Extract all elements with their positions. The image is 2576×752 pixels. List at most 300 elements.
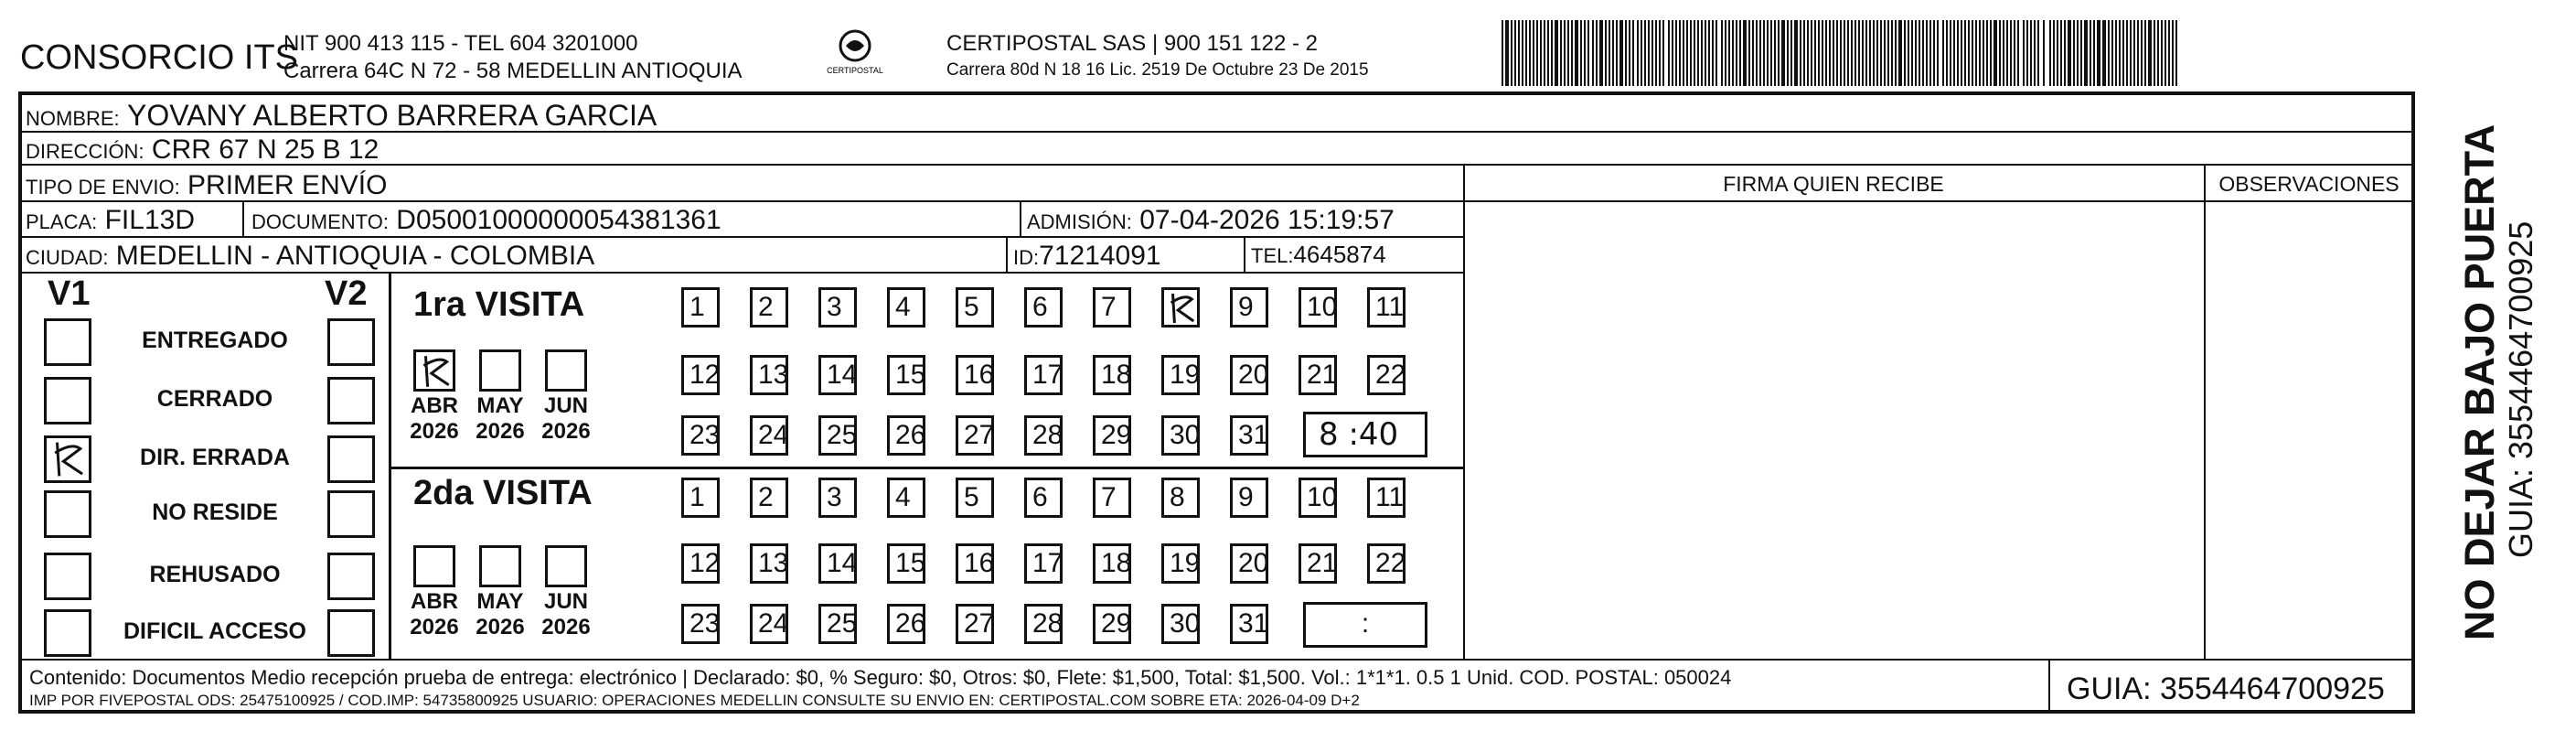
status-label: ENTREGADO xyxy=(142,328,288,353)
barcode-bar xyxy=(1796,20,1798,86)
day-box[interactable]: 18 xyxy=(1093,355,1131,395)
day-box[interactable]: 11 xyxy=(1367,287,1406,328)
barcode-bar xyxy=(2017,20,2019,86)
month-name: JUN xyxy=(543,393,588,418)
v1-header: V1 xyxy=(48,274,91,313)
barcode-bar xyxy=(1511,20,1512,86)
day-box[interactable]: 9 xyxy=(1230,287,1268,328)
barcode-bar xyxy=(1972,20,1973,86)
v1-checkbox[interactable] xyxy=(44,553,91,600)
day-box[interactable]: 14 xyxy=(818,355,857,395)
month-checkbox[interactable] xyxy=(479,349,521,392)
visit1-time-box[interactable] xyxy=(1303,412,1427,457)
status-label: REHUSADO xyxy=(149,562,281,587)
carrier-info: CERTIPOSTAL SAS | 900 151 122 - 2 xyxy=(946,31,1318,56)
table-top-border xyxy=(18,91,2414,95)
day-box[interactable]: 20 xyxy=(1230,543,1268,584)
name-label: NOMBRE: xyxy=(26,107,120,130)
barcode-bar xyxy=(1946,20,1948,86)
barcode-bar xyxy=(1575,20,1577,86)
barcode-bar xyxy=(1880,20,1882,86)
barcode-bar xyxy=(2003,20,2004,86)
day-box[interactable]: 9 xyxy=(1230,478,1268,518)
footer-imp: IMP POR FIVEPOSTAL ODS: 25475100925 / COD.IMP: 54735800925 USUARIO: OPERACIONES MEDELLIN CONSULTE SU ENVIO EN: CERTIPOSTAL.COM SOBRE ETA: 2026-04-09 D+2 xyxy=(29,692,1360,709)
plate-value: FIL13D xyxy=(104,205,195,235)
barcode-bar xyxy=(1701,20,1703,86)
city-value: MEDELLIN - ANTIOQUIA - COLOMBIA xyxy=(115,241,595,271)
v2-checkbox[interactable] xyxy=(327,377,375,424)
month-year: 2026 xyxy=(476,419,525,444)
admission-row xyxy=(1027,205,1395,236)
barcode-bar xyxy=(1781,20,1783,86)
barcode-bar xyxy=(1887,20,1889,86)
barcode-bar xyxy=(1811,20,1812,86)
barcode-bar xyxy=(2164,20,2166,86)
barcode-bar xyxy=(1926,20,1928,86)
barcode-bar xyxy=(1507,20,1509,86)
handwritten-mark-icon xyxy=(416,352,454,391)
tel-value: 4645874 xyxy=(1293,241,1386,268)
barcode-bar xyxy=(1770,20,1772,86)
carrier-address: Carrera 80d N 18 16 Lic. 2519 De Octubre 23 De 2015 xyxy=(946,60,1369,80)
barcode-bar xyxy=(2077,20,2079,86)
table-right-border xyxy=(2411,91,2415,714)
barcode-bar xyxy=(2157,20,2159,86)
barcode-bar xyxy=(1836,20,1838,86)
barcode-bar xyxy=(2161,20,2163,86)
day-box[interactable]: 13 xyxy=(750,543,788,584)
logo-text: CERTIPOSTAL xyxy=(827,66,883,75)
barcode-bar xyxy=(1555,20,1556,86)
day-box[interactable]: 17 xyxy=(1024,543,1063,584)
barcode-bar xyxy=(2069,20,2071,86)
barcode-bar xyxy=(1790,20,1792,86)
month-checkbox[interactable] xyxy=(413,349,455,392)
city-label: CIUDAD: xyxy=(26,246,109,269)
barcode-bar xyxy=(1686,20,1688,86)
day-box[interactable]: 22 xyxy=(1367,543,1406,584)
day-box[interactable]: 16 xyxy=(956,543,994,584)
barcode-bar xyxy=(1911,20,1913,86)
barcode-bar xyxy=(1825,20,1827,86)
barcode-bar xyxy=(1814,20,1816,86)
day-box[interactable]: 26 xyxy=(887,415,925,456)
barcode-bar xyxy=(2104,20,2106,86)
barcode-bar xyxy=(1919,20,1920,86)
barcode-bar xyxy=(1533,20,1534,86)
barcode-bar xyxy=(1605,20,1607,86)
day-box[interactable]: 7 xyxy=(1093,287,1131,328)
barcode-bar xyxy=(2126,20,2128,86)
barcode-bar xyxy=(1518,20,1520,86)
barcode-bar xyxy=(2122,20,2124,86)
day-box[interactable]: 28 xyxy=(1024,604,1063,644)
day-box[interactable]: 23 xyxy=(681,604,720,644)
barcode-bar xyxy=(1800,20,1801,86)
barcode-bar xyxy=(2137,20,2139,86)
day-box[interactable]: 31 xyxy=(1230,604,1268,644)
signature-area[interactable] xyxy=(1468,206,2199,654)
barcode-bar xyxy=(2141,20,2143,86)
visit2-time-box[interactable] xyxy=(1303,602,1427,648)
barcode-bar xyxy=(1540,20,1542,86)
day-box[interactable]: 1 xyxy=(681,478,720,518)
day-box[interactable]: 21 xyxy=(1299,355,1337,395)
day-box[interactable] xyxy=(1161,287,1200,328)
visit2-time: : xyxy=(1361,608,1370,639)
month-year: 2026 xyxy=(410,419,459,444)
day-box[interactable]: 7 xyxy=(1093,478,1131,518)
day-box[interactable]: 15 xyxy=(887,355,925,395)
barcode-bar xyxy=(1743,20,1745,86)
id-row xyxy=(1013,241,1161,272)
barcode-bar xyxy=(2073,20,2075,86)
barcode-bar xyxy=(2172,20,2174,86)
month-name: MAY xyxy=(476,393,524,418)
day-box[interactable]: 31 xyxy=(1230,415,1268,456)
status-label: DIFICIL ACCESO xyxy=(123,618,306,644)
barcode-bar xyxy=(1904,20,1906,86)
day-box[interactable]: 6 xyxy=(1024,478,1063,518)
v1-checkbox[interactable] xyxy=(44,318,91,366)
day-box[interactable]: 12 xyxy=(681,543,720,584)
table-left-border xyxy=(18,91,22,714)
barcode-bar xyxy=(1858,20,1860,86)
barcode-bar xyxy=(1625,20,1627,86)
day-box[interactable]: 20 xyxy=(1230,355,1268,395)
barcode-bar xyxy=(1763,20,1765,86)
v2-checkbox[interactable] xyxy=(327,490,375,538)
barcode-bar xyxy=(1933,20,1935,86)
day-box[interactable]: 13 xyxy=(750,355,788,395)
barcode-bar xyxy=(1957,20,1959,86)
barcode-bar xyxy=(1937,20,1939,86)
barcode-bar xyxy=(1891,20,1893,86)
observations-area[interactable] xyxy=(2208,206,2408,654)
barcode-bar xyxy=(1564,20,1566,86)
barcode-bar xyxy=(1968,20,1970,86)
barcode-bar xyxy=(1651,20,1653,86)
barcode-bar xyxy=(1556,20,1558,86)
barcode-bar xyxy=(1721,20,1723,86)
barcode-bar xyxy=(1950,20,1951,86)
barcode-bar xyxy=(2090,20,2091,86)
id-label: ID: xyxy=(1013,246,1040,269)
barcode-bar xyxy=(1644,20,1646,86)
barcode-bar xyxy=(1641,20,1642,86)
barcode-bar xyxy=(1873,20,1875,86)
barcode-bar xyxy=(1708,20,1710,86)
barcode-bar xyxy=(2175,20,2177,86)
barcode-bar xyxy=(1767,20,1769,86)
day-box[interactable]: 15 xyxy=(887,543,925,584)
barcode-bar xyxy=(1953,20,1955,86)
month-name: ABR xyxy=(411,589,458,614)
month-year: 2026 xyxy=(541,419,591,444)
barcode-bar xyxy=(1900,20,1902,86)
company-address: Carrera 64C N 72 - 58 MEDELLIN ANTIOQUIA xyxy=(283,59,743,83)
day-box[interactable]: 30 xyxy=(1161,604,1200,644)
barcode-bar xyxy=(2148,20,2150,86)
v2-checkbox[interactable] xyxy=(327,435,375,483)
barcode-bar xyxy=(1716,20,1717,86)
barcode-bar xyxy=(1995,20,1997,86)
barcode-bar xyxy=(1584,20,1586,86)
v2-checkbox[interactable] xyxy=(327,553,375,600)
day-box[interactable]: 29 xyxy=(1093,415,1131,456)
day-box[interactable]: 6 xyxy=(1024,287,1063,328)
barcode-bar xyxy=(1567,20,1569,86)
barcode-bar xyxy=(1587,20,1589,86)
barcode-bar xyxy=(1778,20,1780,86)
month-year: 2026 xyxy=(410,615,459,639)
barcode-bar xyxy=(1908,20,1909,86)
day-box[interactable]: 27 xyxy=(956,415,994,456)
id-value: 71214091 xyxy=(1039,241,1161,271)
month-year: 2026 xyxy=(541,615,591,639)
address-row xyxy=(26,134,379,166)
recipient-name: YOVANY ALBERTO BARRERA GARCIA xyxy=(127,99,657,132)
day-box[interactable]: 16 xyxy=(956,355,994,395)
day-box[interactable]: 4 xyxy=(887,478,925,518)
barcode-bar xyxy=(1697,20,1699,86)
barcode-bar xyxy=(2068,20,2069,86)
v1-checkbox[interactable] xyxy=(44,609,91,657)
barcode-bar xyxy=(2023,20,2025,86)
barcode-bar xyxy=(1525,20,1527,86)
observations-header: OBSERVACIONES xyxy=(2218,172,2400,196)
barcode-bar xyxy=(1612,20,1614,86)
day-box[interactable]: 18 xyxy=(1093,543,1131,584)
barcode-bar xyxy=(1601,20,1603,86)
day-box[interactable]: 14 xyxy=(818,543,857,584)
v2-checkbox[interactable] xyxy=(327,609,375,657)
month-checkbox[interactable] xyxy=(413,545,455,587)
barcode-bar xyxy=(1675,20,1677,86)
name-row xyxy=(26,99,657,133)
barcode-bar xyxy=(1865,20,1867,86)
document-value: D05001000000054381361 xyxy=(396,205,721,235)
recipient-address: CRR 67 N 25 B 12 xyxy=(151,134,379,165)
shipping-type: PRIMER ENVÍO xyxy=(187,170,388,200)
day-box[interactable]: 1 xyxy=(681,287,720,328)
month-name: ABR xyxy=(411,393,458,418)
day-box[interactable]: 4 xyxy=(887,287,925,328)
barcode-bar xyxy=(1993,20,1995,86)
admission-value: 07-04-2026 15:19:57 xyxy=(1139,205,1395,235)
day-box[interactable]: 24 xyxy=(750,604,788,644)
day-box[interactable]: 17 xyxy=(1024,355,1063,395)
barcode-bar xyxy=(1529,20,1531,86)
side-notice: NO DEJAR BAJO PUERTA xyxy=(2456,124,2503,640)
company-name: CONSORCIO ITS xyxy=(20,38,299,77)
barcode-bar xyxy=(1961,20,1962,86)
barcode-bar xyxy=(2150,20,2152,86)
admission-label: ADMISIÓN: xyxy=(1027,210,1132,233)
barcode xyxy=(1502,20,2182,86)
barcode-bar xyxy=(1592,20,1594,86)
day-box[interactable]: 5 xyxy=(956,478,994,518)
day-box[interactable]: 22 xyxy=(1367,355,1406,395)
day-box[interactable]: 5 xyxy=(956,287,994,328)
barcode-bar xyxy=(1847,20,1849,86)
barcode-bar xyxy=(1551,20,1553,86)
barcode-bar xyxy=(1522,20,1523,86)
barcode-bar xyxy=(1662,20,1664,86)
barcode-bar xyxy=(1732,20,1734,86)
v1-checkbox[interactable] xyxy=(44,490,91,538)
day-box[interactable]: 19 xyxy=(1161,355,1200,395)
barcode-bar xyxy=(1818,20,1820,86)
month-checkbox[interactable] xyxy=(545,349,587,392)
barcode-bar xyxy=(2049,20,2051,86)
barcode-bar xyxy=(1844,20,1845,86)
barcode-bar xyxy=(2030,20,2032,86)
certipostal-logo xyxy=(809,27,901,82)
day-box[interactable]: 25 xyxy=(818,415,857,456)
barcode-bar xyxy=(2053,20,2055,86)
barcode-bar xyxy=(1783,20,1785,86)
barcode-bar xyxy=(2086,20,2088,86)
barcode-bar xyxy=(1632,20,1634,86)
barcode-bar xyxy=(1840,20,1842,86)
barcode-bar xyxy=(1851,20,1853,86)
barcode-bar xyxy=(1690,20,1692,86)
barcode-bar xyxy=(1547,20,1549,86)
barcode-bar xyxy=(2037,20,2039,86)
barcode-bar xyxy=(1855,20,1856,86)
day-box[interactable]: 2 xyxy=(750,478,788,518)
day-box[interactable]: 23 xyxy=(681,415,720,456)
barcode-bar xyxy=(1964,20,1966,86)
day-box[interactable]: 24 xyxy=(750,415,788,456)
shipping-label: TIPO DE ENVIO: xyxy=(26,176,180,199)
barcode-bar xyxy=(2099,20,2100,86)
barcode-bar xyxy=(2144,20,2146,86)
visit1-title: 1ra VISITA xyxy=(413,285,585,324)
barcode-bar xyxy=(2097,20,2099,86)
v1-checkbox[interactable] xyxy=(44,377,91,424)
day-box[interactable]: 21 xyxy=(1299,543,1337,584)
address-label: DIRECCIÓN: xyxy=(26,140,144,163)
tel-row xyxy=(1251,241,1386,269)
v2-header: V2 xyxy=(325,274,368,313)
barcode-bar xyxy=(1544,20,1545,86)
shipping-row xyxy=(26,170,387,201)
day-box[interactable]: 2 xyxy=(750,287,788,328)
day-box[interactable]: 26 xyxy=(887,604,925,644)
day-box[interactable]: 30 xyxy=(1161,415,1200,456)
barcode-bar xyxy=(1580,20,1582,86)
handwritten-mark-icon xyxy=(1164,290,1199,327)
day-box[interactable]: 3 xyxy=(818,287,857,328)
plate-label: PLACA: xyxy=(26,210,98,233)
barcode-bar xyxy=(2102,20,2104,86)
barcode-bar xyxy=(1774,20,1776,86)
barcode-bar xyxy=(2154,20,2155,86)
handwritten-mark-icon xyxy=(47,438,89,480)
barcode-bar xyxy=(1787,20,1789,86)
barcode-bar xyxy=(1884,20,1886,86)
barcode-bar xyxy=(2108,20,2110,86)
barcode-bar xyxy=(2064,20,2066,86)
v2-checkbox[interactable] xyxy=(327,318,375,366)
month-checkbox[interactable] xyxy=(479,545,521,587)
barcode-bar xyxy=(1502,20,1503,86)
barcode-bar xyxy=(1752,20,1754,86)
side-guia: GUIA: 3554464700925 xyxy=(2502,220,2539,558)
day-box[interactable]: 19 xyxy=(1161,543,1200,584)
barcode-bar xyxy=(1822,20,1823,86)
footer-guia: GUIA: 3554464700925 xyxy=(2067,671,2385,706)
status-label: DIR. ERRADA xyxy=(140,445,290,470)
barcode-bar xyxy=(1942,20,1944,86)
barcode-bar xyxy=(1833,20,1834,86)
barcode-bar xyxy=(1756,20,1758,86)
barcode-bar xyxy=(1975,20,1977,86)
day-box[interactable]: 12 xyxy=(681,355,720,395)
day-box[interactable]: 3 xyxy=(818,478,857,518)
table-bottom-border xyxy=(18,710,2414,714)
month-year: 2026 xyxy=(476,615,525,639)
month-checkbox[interactable] xyxy=(545,545,587,587)
document-row xyxy=(251,205,721,236)
barcode-bar xyxy=(1725,20,1726,86)
barcode-bar xyxy=(2014,20,2015,86)
barcode-bar xyxy=(1979,20,1981,86)
barcode-bar xyxy=(1898,20,1900,86)
barcode-bar xyxy=(2043,20,2045,86)
day-box[interactable]: 27 xyxy=(956,604,994,644)
company-nit: NIT 900 413 115 - TEL 604 3201000 xyxy=(283,31,638,56)
day-box[interactable]: 8 xyxy=(1161,478,1200,518)
barcode-bar xyxy=(1629,20,1630,86)
barcode-bar xyxy=(2130,20,2132,86)
day-box[interactable]: 25 xyxy=(818,604,857,644)
barcode-bar xyxy=(1596,20,1598,86)
day-box[interactable]: 28 xyxy=(1024,415,1063,456)
barcode-bar xyxy=(1748,20,1750,86)
barcode-bar xyxy=(1672,20,1673,86)
v1-checkbox[interactable] xyxy=(44,435,91,483)
barcode-bar xyxy=(2133,20,2135,86)
visit2-title: 2da VISITA xyxy=(413,474,593,512)
day-box[interactable]: 29 xyxy=(1093,604,1131,644)
barcode-bar xyxy=(1637,20,1639,86)
barcode-bar xyxy=(1577,20,1578,86)
signature-header: FIRMA QUIEN RECIBE xyxy=(1723,172,1944,196)
barcode-bar xyxy=(1728,20,1730,86)
barcode-bar xyxy=(1745,20,1747,86)
day-box[interactable]: 11 xyxy=(1367,478,1406,518)
barcode-bar xyxy=(1609,20,1610,86)
month-name: MAY xyxy=(476,589,524,614)
day-box[interactable]: 10 xyxy=(1299,287,1337,328)
barcode-bar xyxy=(1759,20,1761,86)
footer-content: Contenido: Documentos Medio recepción prueba de entrega: electrónico | Declarado: $0, % Seguro: $0, Otros: $0, Flete: $1,500, Total: $1,500. Vol.: 1*1*1. 0.5 1 Unid. COD. POSTAL: 050024 xyxy=(29,666,1732,689)
barcode-bar xyxy=(1869,20,1871,86)
barcode-bar xyxy=(1829,20,1831,86)
barcode-bar xyxy=(2006,20,2008,86)
barcode-bar xyxy=(1986,20,1988,86)
day-box[interactable]: 10 xyxy=(1299,478,1337,518)
barcode-bar xyxy=(1739,20,1741,86)
barcode-bar xyxy=(1803,20,1805,86)
barcode-bar xyxy=(1619,20,1621,86)
barcode-bar xyxy=(1536,20,1538,86)
city-row xyxy=(26,241,594,272)
barcode-bar xyxy=(2026,20,2028,86)
